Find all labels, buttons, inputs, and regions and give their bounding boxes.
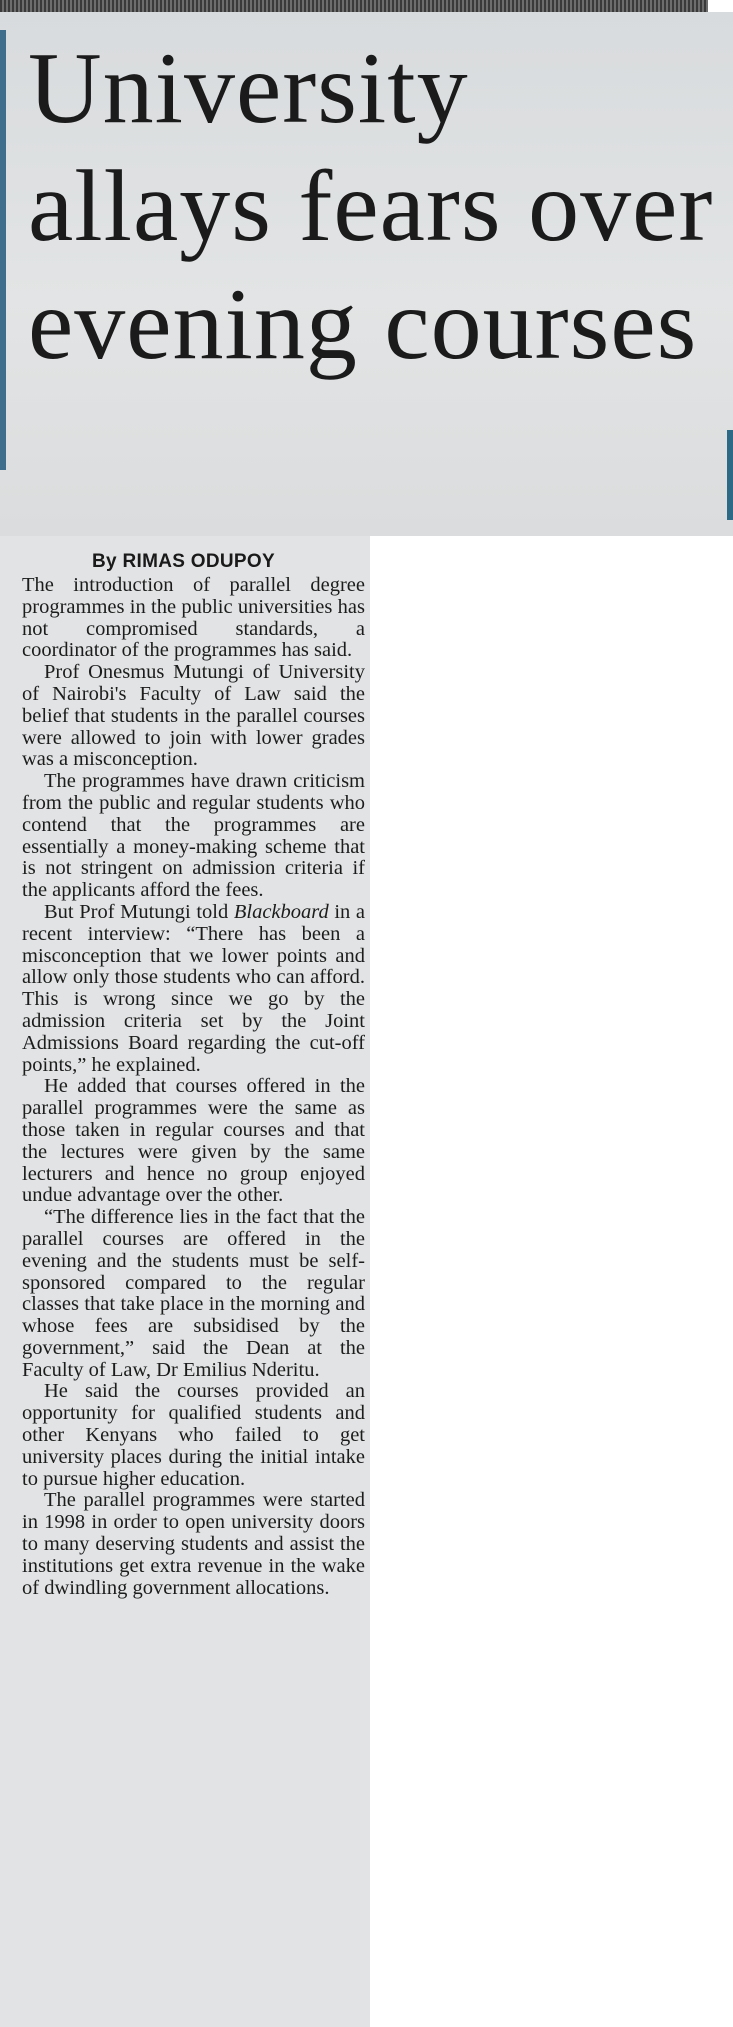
paragraph-5: He added that courses offered in the parallel programmes were the same as those taken in regular courses and that the lectures were given by the same lecturers and hence no group enjoyed undue advantage over the other.: [22, 1075, 365, 1207]
paragraph-4-lead: But Prof Mutungi told: [44, 900, 234, 923]
top-rule: [0, 0, 708, 12]
article-body: [22, 575, 365, 1599]
right-edge-strip: [727, 430, 733, 520]
paragraph-7: He said the courses provided an opportunity for qualified students and other Kenyans who failed to get university places during the initial intake to pursue higher education.: [22, 1380, 365, 1490]
paragraph-1: The introduction of parallel degree programmes in the public universities has not compromised standards, a coordinator of the programmes has said.: [22, 574, 365, 662]
paragraph-3: The programmes have drawn criticism from the public and regular students who contend that the programmes are essentially a money-making scheme that is not stringent on admission criteria if the applicants afford the fees.: [22, 770, 365, 902]
left-edge-strip: [0, 30, 6, 470]
paragraph-8: The parallel programmes were started in 1998 in order to open university doors to many deserving students and assist the institutions get extra revenue in the wake of dwindling government allocations.: [22, 1489, 365, 1599]
headline: University allays fears over evening courses: [28, 32, 714, 381]
paragraph-4: [22, 902, 365, 1076]
publication-name: Blackboard: [233, 900, 329, 923]
paragraph-4-quote: in a recent interview: “There has been a misconception that we lower points and allow only those students who can afford. This is wrong since we go by the admission criteria set by the Joint Admissions Board regarding the cut-off points,” he explained.: [22, 900, 366, 1076]
paragraph-2: Prof Onesmus Mutungi of University of Nairobi's Faculty of Law said the belief that students in the parallel courses were allowed to join with lower grades was a misconception.: [22, 661, 365, 771]
paragraph-6: “The difference lies in the fact that the parallel courses are offered in the evening and the students must be self-sponsored compared to the regular classes that take place in the morning and whose fees are subsidised by the government,” said the Dean at the Faculty of Law, Dr Emilius Nderitu.: [22, 1206, 365, 1381]
byline: By RIMAS ODUPOY: [92, 551, 275, 572]
